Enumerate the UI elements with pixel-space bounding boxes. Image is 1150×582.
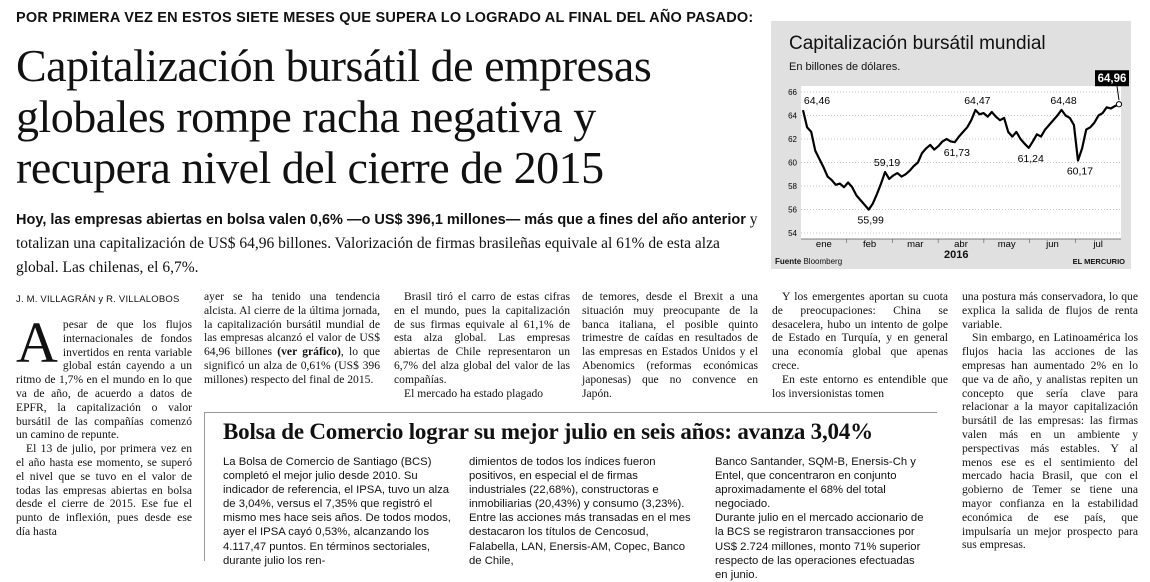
box-col3-p1: Banco Santander, SQM-B, Enersis-Ch y Entel, que concentraron en conjunto aproximadamente el 68% del total negociado. xyxy=(715,456,916,511)
y-tick-label: 54 xyxy=(788,229,797,238)
x-tick-label: abr xyxy=(954,239,968,250)
col6-paragraph-2: Sin embargo, en Latinoamérica los flujos hacia las acciones de las empresas han aumentado 2% en lo que va de año, y analistas repiten un concepto que sería clave para relacionar a la mayor capitalización bursátil de las empresas: las firmas valen más en un ambiente y perspectivas más estables. Y al menos ese es el sentimiento del mercado hacia Brasil, que con el gobierno de Temer se tiene una mayor confianza en la estabilidad económica de ese país, que impulsaría un mejor prospecto para sus empresas. xyxy=(962,331,1138,552)
column-2 xyxy=(204,290,380,387)
deck-bold: Hoy, las empresas abiertas en bolsa valen 0,6% —o US$ 396,1 millones— más que a fines del año anterior xyxy=(16,212,746,228)
box-title: Bolsa de Comercio lograr su mejor julio en seis años: avanza 3,04% xyxy=(223,419,873,444)
column-5 xyxy=(772,290,948,400)
deck xyxy=(16,208,764,280)
box-col2-text: dimientos de todos los índices fueron positivos, en especial el de firmas industriales (22,68%), constructoras e inmobiliarias (20,43%) y consumo (3,23%). Entre las acciones más transadas en el mes destacaron los títulos de Cencosud, Falabella, LAN, Enersis-AM, Copec, Banco de Chile, xyxy=(469,456,691,567)
chart-year: 2016 xyxy=(944,249,969,261)
data-label-highlight: 64,96 xyxy=(1097,73,1127,86)
x-tick-label: ene xyxy=(815,239,832,250)
y-tick-label: 58 xyxy=(788,182,797,191)
col5-paragraph-1: Y los emergentes aportan su cuota de preocupaciones: China se desacelera, hubo un intento de golpe de Estado en Turquía, y en general una economía global que apenas crece. xyxy=(772,290,948,372)
column-3 xyxy=(394,290,570,400)
y-tick-label: 60 xyxy=(788,158,797,168)
data-label: 64,48 xyxy=(1050,94,1077,107)
x-tick-label: may xyxy=(997,239,1016,250)
box-column-1 xyxy=(223,455,455,568)
col3-paragraph-2: El mercado ha estado plagado xyxy=(404,386,544,400)
y-tick-label: 64 xyxy=(788,111,797,121)
data-label: 60,17 xyxy=(1066,165,1094,178)
col2-text-b: , lo que significó un alza de 0,61% (US$ 396 millones) respecto del final de 2015. xyxy=(204,345,380,386)
box-col3-p2: Durante julio en el mercado accionario de la BCS se registraron transacciones por US$ 2.724 millones, monto 71% superior respecto de las operaciones efectuadas en junio. xyxy=(715,512,924,581)
col6-paragraph-1: una postura más conservadora, lo que explica la salida de flujos de renta variable. xyxy=(962,290,1138,331)
headline-line-3: recupera nivel del cierre de 2015 xyxy=(16,142,604,193)
headline-line-2: globales rompe racha negativa y xyxy=(16,91,596,142)
chart-brand: EL MERCURIO xyxy=(1072,257,1125,266)
col5-paragraph-2: En este entorno es entendible que los inversionistas tomen xyxy=(772,372,948,400)
deck-rest: y totalizan una capitalización de US$ 64,96 billones. Valorización de firmas brasileñas equivale al 61% de esta alza global. Las chilenas, el 6,7%. xyxy=(16,211,758,276)
chart-source xyxy=(775,257,842,266)
y-tick-label: 56 xyxy=(788,205,797,215)
chart xyxy=(771,21,1131,269)
col2-paragraph-1 xyxy=(204,290,380,387)
col1-paragraph-1 xyxy=(16,310,192,442)
box-col1-text: La Bolsa de Comercio de Santiago (BCS) completó el mejor julio desde 2010. Su indicador de referencia, el IPSA, tuvo un alza de 3,04%, versus el 7,35% que registró el mismo mes hace seis años. De todos modos, ayer el IPSA cayó 0,53%, alcanzando los 4.117,47 puntos. En términos sectoriales, durante julio los ren- xyxy=(223,456,451,567)
col3-paragraph-1: Brasil tiró el carro de estas cifras en el mundo, pues la capitalización de sus firmas equivale al 61,1% de esta alza global. Las empresas abiertas de Chile representaron un 6,7% del alza global del valor de las compañías. xyxy=(394,290,570,386)
x-tick-label: jul xyxy=(1093,239,1103,250)
col1-p1-text: pesar de que los flujos internacionales de fondos invertidos en renta variable global están cayendo a un ritmo de 1,7% en el mundo en lo que va de año, de acuerdo a datos de EPFR, la capitalización o valor bursátil de las compañías comenzó un camino de repunte. xyxy=(16,318,192,442)
headline xyxy=(16,40,756,193)
chart-title: Capitalización bursátil mundial xyxy=(789,33,1046,54)
column-4 xyxy=(582,290,758,400)
col4-paragraph-1: de temores, desde el Brexit a una situación muy preocupante de la banca italiana, el posible quinto trimestre de caídas en resultados de las empresas en Estados Unidos y el Abenomics (reformas económicas japonesas) que no convence en Japón. xyxy=(582,290,758,400)
byline: J. M. VILLAGRÁN y R. VILLALOBOS xyxy=(16,294,180,305)
kicker: POR PRIMERA VEZ EN ESTOS SIETE MESES QUE SUPERA LO LOGRADO AL FINAL DEL AÑO PASADO: xyxy=(16,10,754,26)
chart-subtitle: En billones de dólares. xyxy=(789,61,901,73)
box-column-3 xyxy=(715,455,925,582)
x-tick-label: jun xyxy=(1046,239,1059,250)
data-label: 64,47 xyxy=(964,94,991,107)
data-label: 64,46 xyxy=(803,95,831,108)
x-tick-label: mar xyxy=(907,239,924,250)
sidebar-box xyxy=(204,412,937,581)
chart-plot xyxy=(771,21,1131,269)
data-label: 61,24 xyxy=(1017,152,1044,165)
y-tick-label: 62 xyxy=(788,135,797,144)
data-label: 55,99 xyxy=(857,214,884,227)
data-point xyxy=(1116,102,1121,107)
col2-bold: (ver gráfico) xyxy=(277,345,341,359)
box-column-2 xyxy=(469,455,697,568)
chart-source-label: Fuente xyxy=(775,257,802,266)
x-tick-label: feb xyxy=(862,239,877,250)
headline-line-1: Capitalización bursátil de empresas xyxy=(16,40,652,91)
y-tick-label: 66 xyxy=(788,88,797,97)
chart-source-name: Bloomberg xyxy=(803,257,843,266)
data-label: 61,73 xyxy=(943,147,970,160)
column-1 xyxy=(16,310,192,539)
data-label: 59,19 xyxy=(873,157,901,170)
col1-paragraph-2: El 13 de julio, por primera vez en el año hasta ese momento, se superó el nivel que se tuvo en el valor de todas las empresas abiertas en bolsa desde el cierre de 2015. Ese fue el punto de inflexión, pues desde ese día hasta xyxy=(16,442,192,538)
col2-text-a: ayer se ha tenido una tendencia alcista. Al cierre de la última jornada, la capitalización bursátil mundial de las empresas alcanzó el valor de US$ 64,96 billones xyxy=(204,290,380,359)
column-6 xyxy=(962,290,1138,552)
dropcap: A xyxy=(16,310,58,375)
